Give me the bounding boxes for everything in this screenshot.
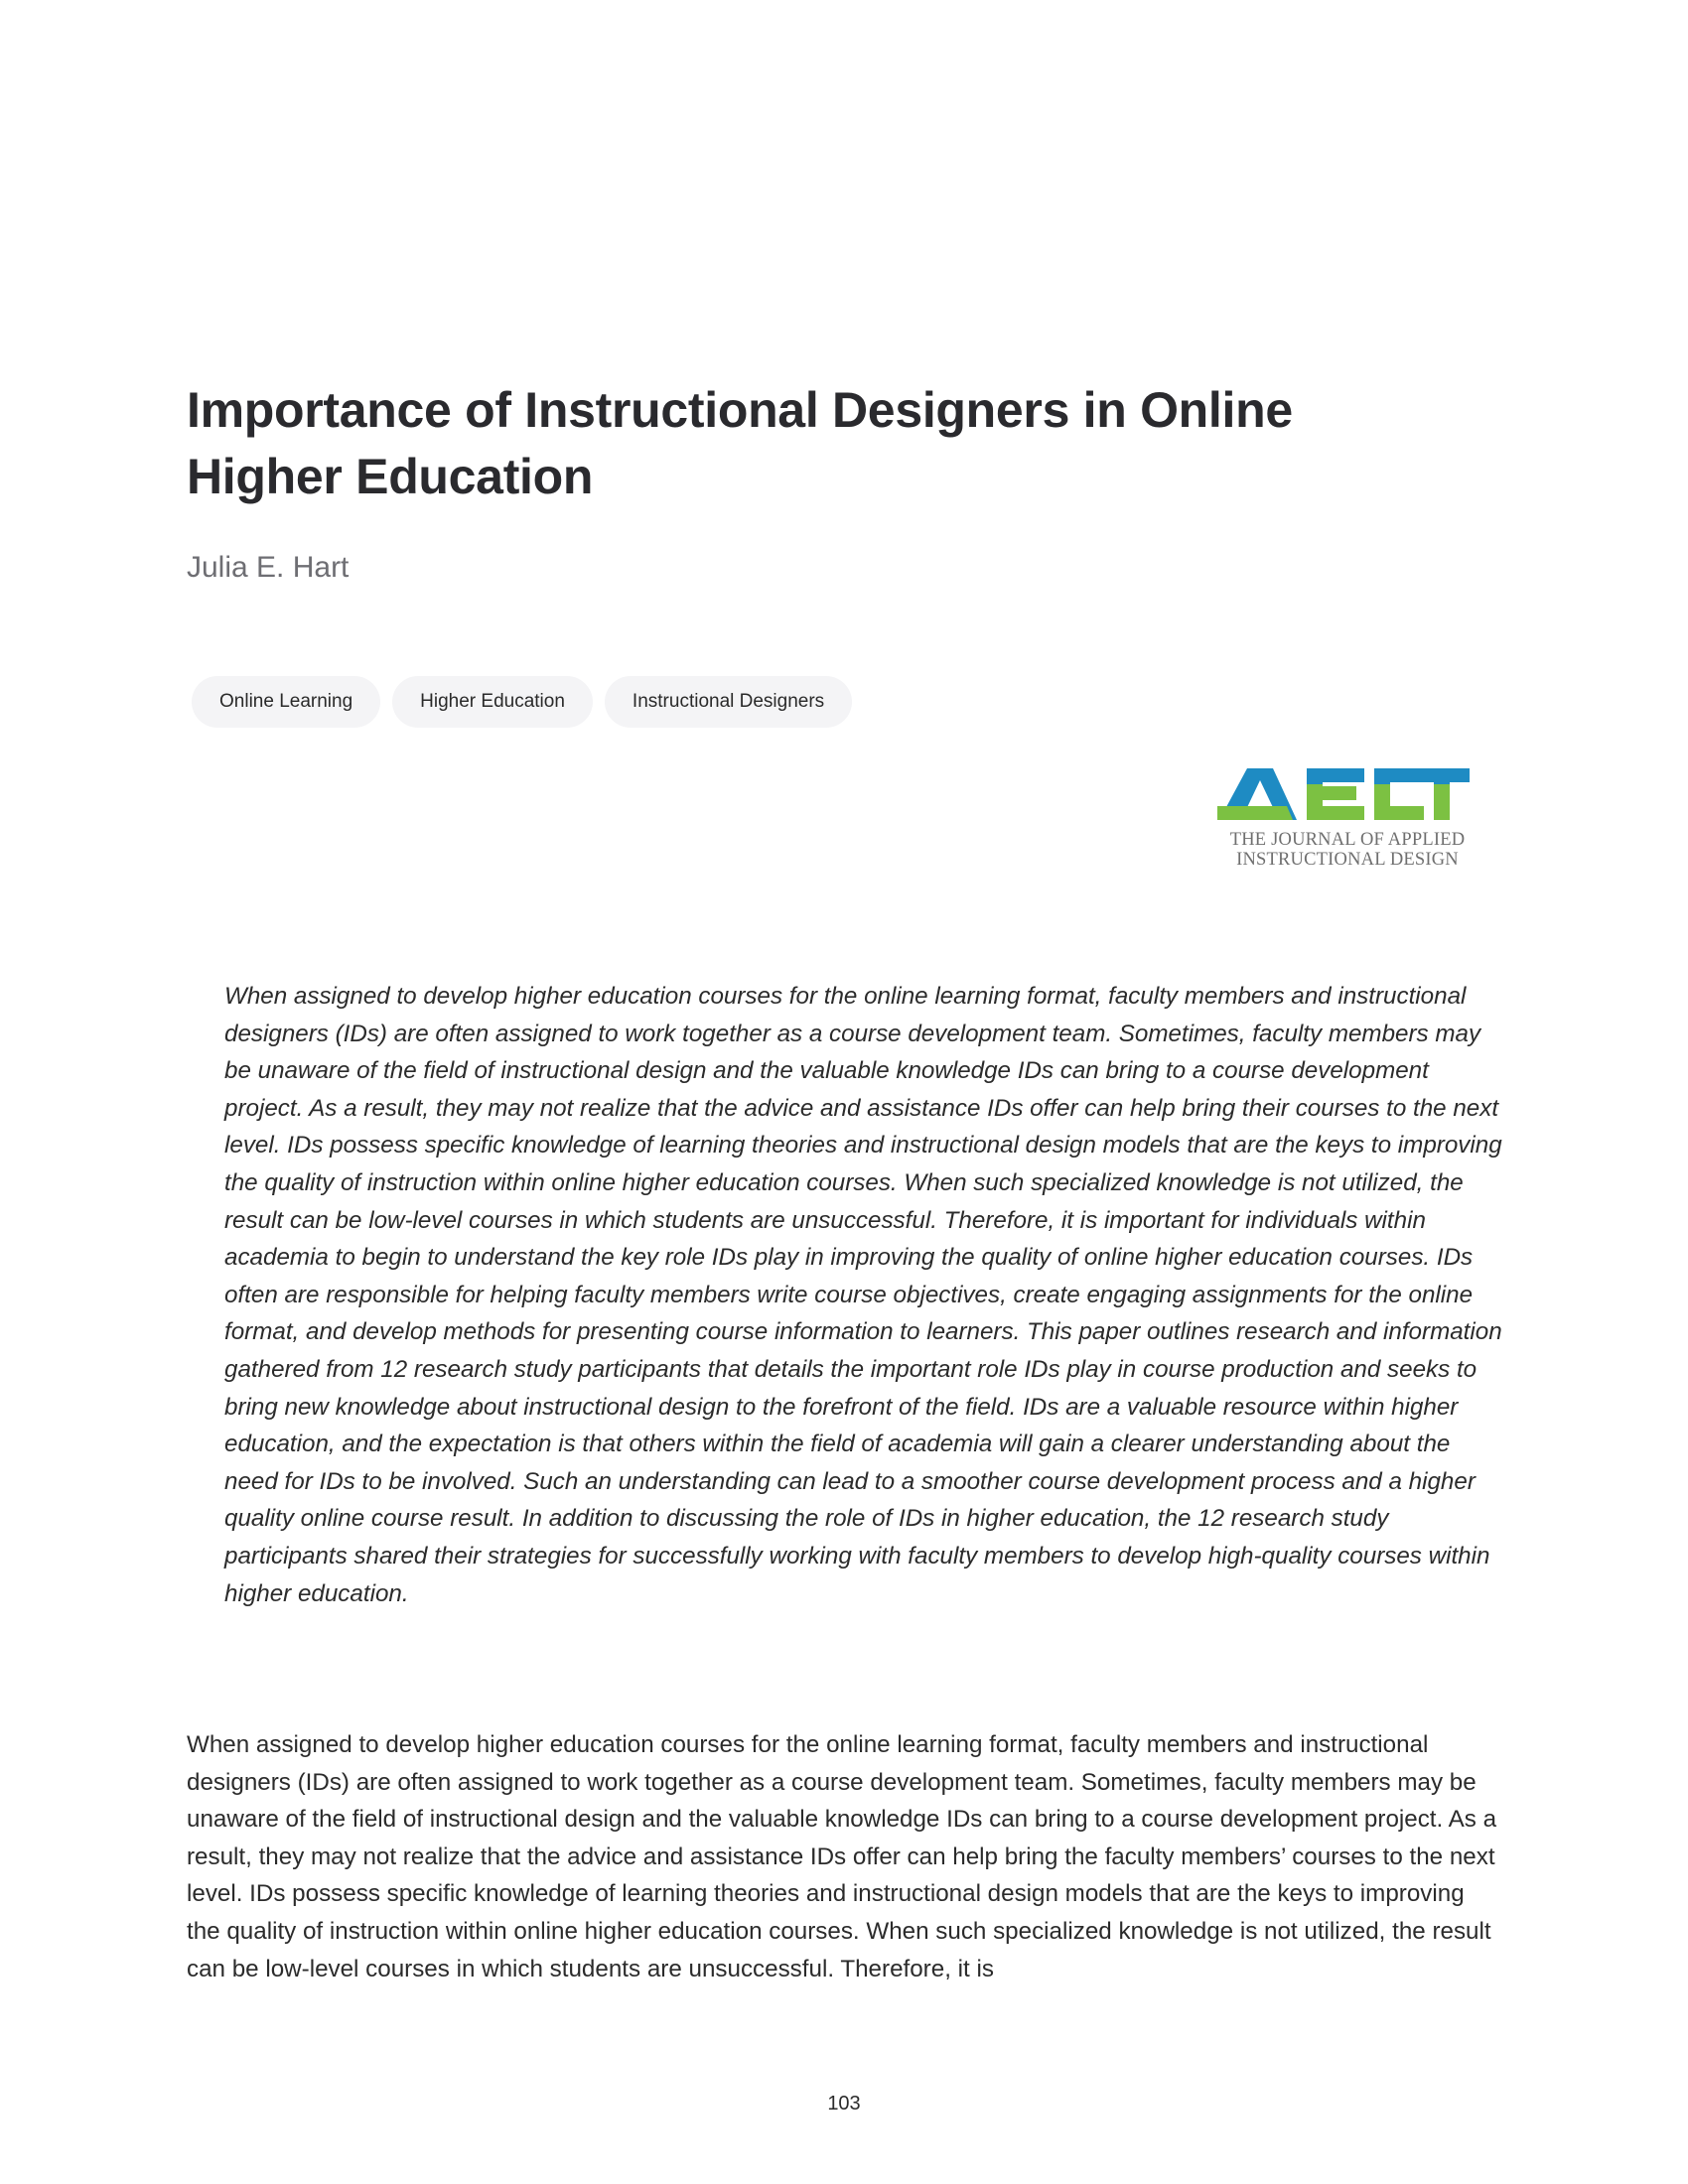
journal-logo	[1217, 766, 1476, 878]
article-title-line-1: Importance of Instructional Designers in Online	[187, 382, 1293, 438]
author-name: Julia E. Hart	[187, 551, 350, 584]
tag-higher-education[interactable]: Higher Education	[392, 676, 593, 728]
journal-name-line-1: THE JOURNAL OF APPLIED	[1229, 830, 1466, 850]
article-title-line-2: Higher Education	[187, 449, 594, 504]
tag-online-learning[interactable]: Online Learning	[192, 676, 380, 728]
tag-instructional-designers[interactable]: Instructional Designers	[605, 676, 852, 728]
body-paragraph: When assigned to develop higher education courses for the online learning format, faculty members and instructional designers (IDs) are often assigned to work together as a course development team. Sometimes, faculty members may be unaware of the field of instructional design and the valuable knowledge IDs can bring to a course development project. As a result, they may not realize that the advice and assistance IDs offer can help bring the faculty members’ courses to the next level. IDs possess specific knowledge of learning theories and instructional design models that are the keys to improving the quality of instruction within online higher education courses. When such specialized knowledge is not utilized, the result can be low-level courses in which students are unsuccessful. Therefore, it is	[187, 1731, 1497, 1982]
keyword-tags	[192, 676, 852, 728]
journal-name-line-2: INSTRUCTIONAL DESIGN	[1236, 850, 1459, 870]
aect-logo-icon	[1217, 766, 1470, 822]
page-number: 103	[827, 2093, 861, 2115]
article-title	[187, 377, 1477, 510]
abstract: When assigned to develop higher education courses for the online learning format, faculty members and instructional designers (IDs) are often assigned to work together as a course development team. Sometimes, faculty members may be unaware of the field of instructional design and the valuable knowledge IDs can bring to a course development project. As a result, they may not realize that the advice and assistance IDs offer can help bring their courses to the next level. IDs possess specific knowledge of learning theories and instructional design models that are the keys to improving the quality of instruction within online higher education courses. When such specialized knowledge is not utilized, the result can be low-level courses in which students are unsuccessful. Therefore, it is important for individuals within academia to begin to understand the key role IDs play in improving the quality of online higher education courses. IDs often are responsible for helping faculty members write course objectives, create engaging assignments for the online format, and develop methods for presenting course information to learners. This paper outlines research and information gathered from 12 research study participants that details the important role IDs play in course production and seeks to bring new knowledge about instructional design to the forefront of the field. IDs are a valuable resource within higher education, and the expectation is that others within the field of academia will gain a clearer understanding about the need for IDs to be involved. Such an understanding can lead to a smoother course development process and a higher quality online course result. In addition to discussing the role of IDs in higher education, the 12 research study participants shared their strategies for successfully working with faculty members to develop high-quality courses within higher education.	[224, 983, 1502, 1607]
